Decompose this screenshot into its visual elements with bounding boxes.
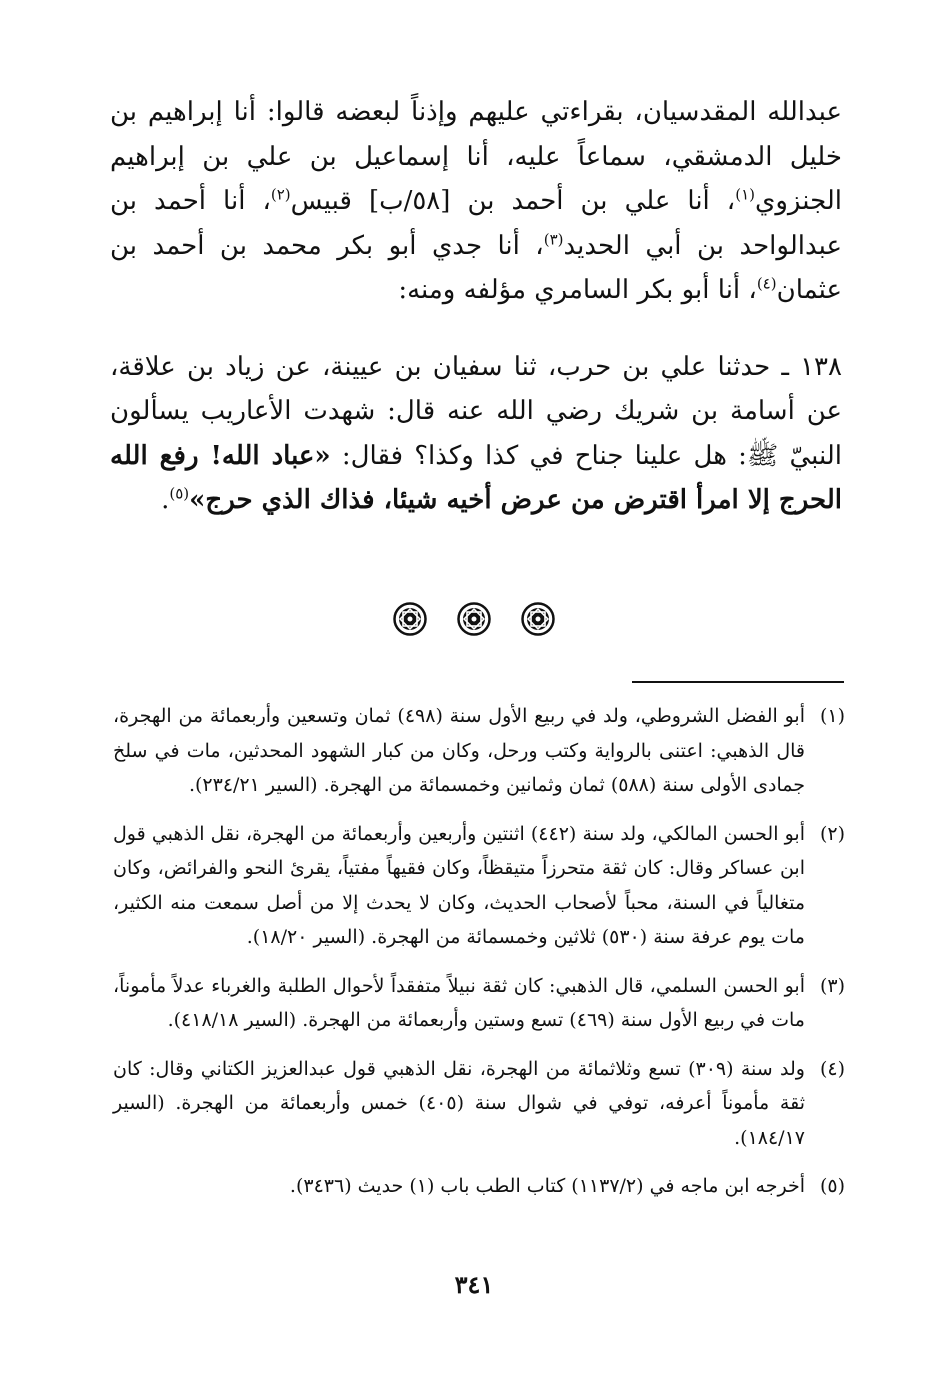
isnad-paragraph <box>110 90 842 313</box>
star-medallion-icon <box>457 602 491 636</box>
footnote-number: (٢) <box>819 822 845 845</box>
footnote <box>113 699 845 803</box>
text-run: عبدالله المقدسيان، بقراءتي عليهم وإذناً لبعضه قالوا: أنا إبراهيم بن خليل الدمشقي، سماعاً عليه، أنا إسماعيل بن علي بن إبراهيم الجنزوي <box>110 97 843 216</box>
footnote <box>113 1052 845 1156</box>
footnote-text: أخرجه ابن ماجه في (١١٣٧/٢) كتاب الطب باب (١) حديث (٣٤٣٦). <box>289 1175 805 1197</box>
footnotes <box>113 699 845 1218</box>
text-run: . <box>161 485 170 515</box>
footnote-text: ولد سنة (٣٠٩) تسع وثلاثمائة من الهجرة، نقل الذهبي قول عبدالعزيز الكتاني وقال: كان ثقة مأموناً أعرفه، توفي في شوال سنة (٤٠٥) خمس وأربعمائة من الهجرة. (السير ١٨٤/١٧). <box>113 1057 805 1149</box>
footnote-ref[interactable]: (٣) <box>543 229 564 248</box>
footnote-number: (١) <box>819 705 845 727</box>
text-run: ، أنا علي بن أحمد بن [٥٨/ب] قبيس <box>290 186 736 216</box>
footnote-ref[interactable]: (٤) <box>756 274 777 293</box>
footnote-separator <box>632 681 844 683</box>
footnote-ref[interactable]: (٥) <box>169 484 190 503</box>
text-run: ، أنا أحمد بن عبدالواحد بن أبي الحديد <box>110 186 842 261</box>
footnote-ref[interactable]: (٢) <box>270 185 291 204</box>
section-divider <box>0 602 948 636</box>
main-text <box>110 90 842 523</box>
hadith-chain: ١٣٨ ـ حدثنا علي بن حرب، ثنا سفيان بن عيينة، عن زياد بن علاقة، عن أسامة بن شريك رضي الله عنه قال: شهدت الأعاريب يسألون النبيّ ﷺ: هل علينا جناح في كذا وكذا؟ فقال: <box>110 351 842 471</box>
page-number: ٣٤١ <box>454 1270 494 1299</box>
footnote-ref[interactable]: (١) <box>735 185 755 204</box>
star-medallion-icon <box>393 602 427 636</box>
footnote-number: (٥) <box>819 1175 845 1197</box>
footnote-number: (٤) <box>819 1057 845 1080</box>
star-medallion-icon <box>521 602 555 636</box>
footnote-text: أبو الحسن السلمي، قال الذهبي: كان ثقة نبيلاً متفقداً لأحوال الطلبة والغرباء عدلاً مأموناً، مات في ربيع الأول سنة (٤٦٩) تسع وستين وأربعمائة من الهجرة. (السير ٤١٨/١٨). <box>113 974 805 1031</box>
hadith-text: «عباد الله! رفع الله الحرج إلا امرأ اقترض من عرض أخيه شيئا، فذاك الذي حرج» <box>110 440 842 515</box>
footnote <box>113 817 845 955</box>
footnote-text: أبو الحسن المالكي، ولد سنة (٤٤٢) اثنتين وأربعين وأربعمائة من الهجرة، نقل الذهبي قول ابن عساكر وقال: كان ثقة متحرزاً متيقظاً، وكان فقيهاً مفتياً، يقرئ النحو والفرائض، وكان متغالياً في السنة، محباً لأصحاب الحديث، وكان لا يحدث إلا من أصل سمعت منه الكثير، مات يوم عرفة سنة (٥٣٠) ثلاثين وخمسمائة من الهجرة. (السير ١٨/٢٠). <box>113 822 806 948</box>
hadith-paragraph <box>110 345 842 523</box>
footnote-number: (٣) <box>819 974 845 997</box>
text-run: ، أنا أبو بكر السامري مؤلفه ومنه: <box>398 275 757 305</box>
footnote <box>113 969 845 1038</box>
text-run: ، أنا جدي أبو بكر محمد بن أحمد بن عثمان <box>110 230 842 305</box>
footnote <box>113 1169 845 1204</box>
footnote-text: أبو الفضل الشروطي، ولد في ربيع الأول سنة (٤٩٨) ثمان وتسعين وأربعمائة من الهجرة، قال الذهبي: اعتنى بالرواية وكتب ورحل، وكان من كبار الشهود المحدثين، مات في سلخ جمادى الأولى سنة (٥٨٨) ثمان وثمانين وخمسمائة من الهجرة. (السير ٢٣٤/٢١). <box>113 705 805 796</box>
